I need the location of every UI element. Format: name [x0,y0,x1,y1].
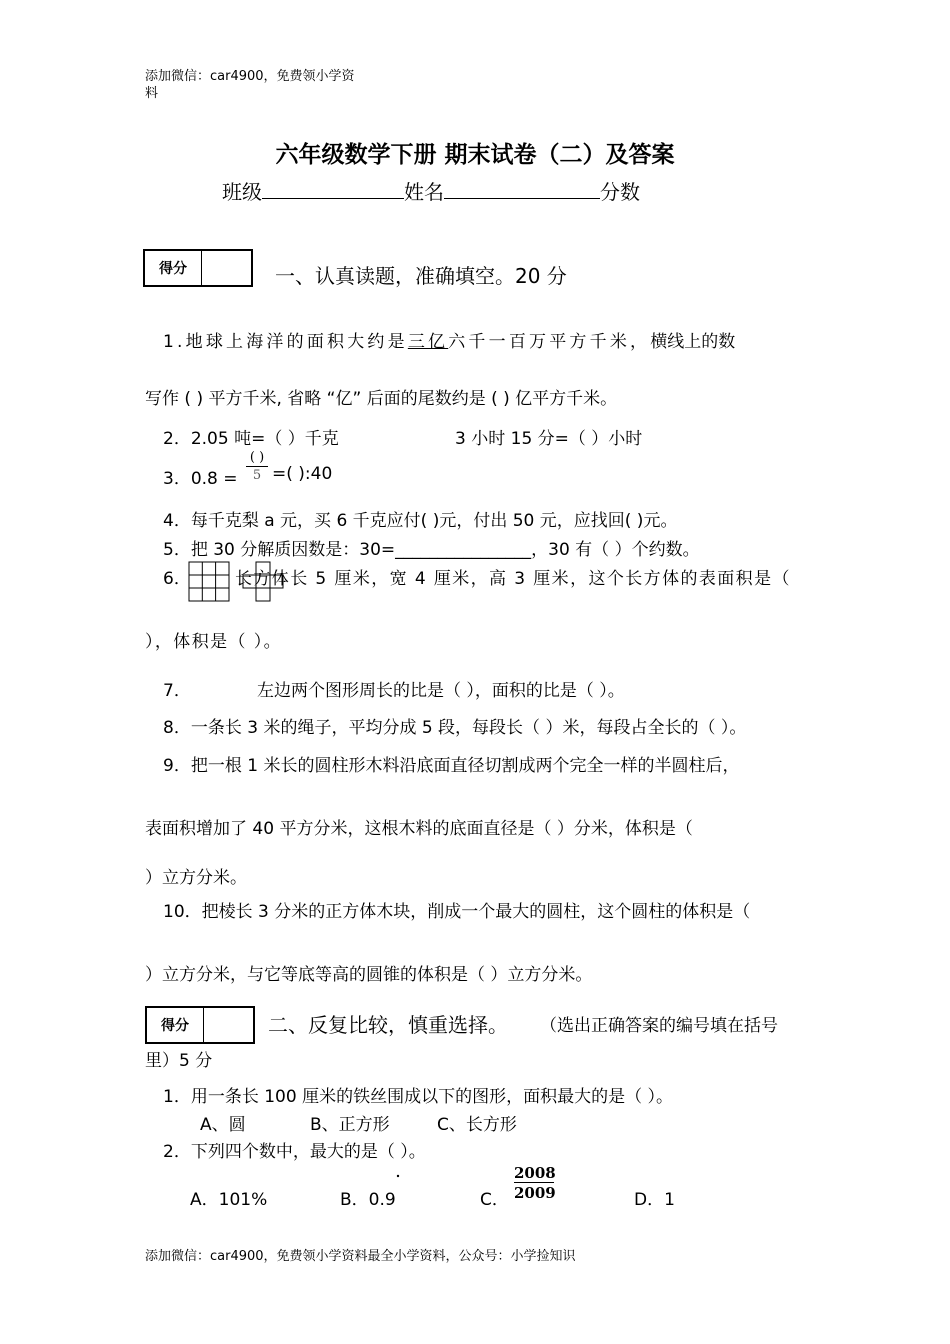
q1-line2: 写作 ( ) 平方千米, 省略 “亿” 后面的尾数约是 ( ) 亿平方千米。 [145,389,618,409]
section2-score-field[interactable] [204,1008,253,1042]
q6-line2: ），体积是（ ）。 [145,632,283,652]
s2-q2-option-a: A．101% [190,1190,268,1210]
s2-q1-option-c: C、长方形 [437,1115,517,1135]
q6-number: 6． [163,569,191,589]
q3-post: =( ):40 [272,464,333,484]
name-blank[interactable] [444,178,600,199]
q3-pre: 3．0.8 = [163,469,238,489]
s2-q1-option-b: B、正方形 [310,1115,390,1135]
q9-line1: 9．把一根 1 米长的圆柱形木料沿底面直径切割成两个完全一样的半圆柱后， [163,756,740,776]
s2-q1-option-a: A、圆 [200,1115,246,1135]
s2-q2-option-c: C． [480,1190,509,1210]
q10-line2: ）立方分米，与它等底等高的圆锥的体积是（ ）立方分米。 [145,965,593,985]
q3-frac-num: ( ) [249,450,265,465]
q9-line3: ）立方分米。 [145,868,247,888]
header-line-1: 添加微信：car4900，免费领小学资 [145,69,355,84]
q6-text: 长方体长 5 厘米，宽 4 厘米，高 3 厘米，这个长方体的表面积是（ [235,569,791,589]
q8-text: 8．一条长 3 米的绳子，平均分成 5 段，每段长（ ）米，每段占全长的（ ）。 [163,718,747,738]
q3-fraction [246,450,268,485]
score-label: 分数 [600,180,640,204]
q2-part2: 3 小时 15 分=（ ）小时 [455,429,643,449]
s2-q2-option-d: D．1 [634,1190,675,1210]
page-title: 六年级数学下册 期末试卷（二）及答案 [275,142,675,168]
section1-score-field[interactable] [202,251,251,285]
header-line-2: 料 [145,86,159,101]
footer-text: 添加微信：car4900，免费领小学资料最全小学资料，公众号：小学捡知识 [145,1249,576,1264]
q1-underlined: 三亿 [407,332,449,352]
section2-heading-line2: 里）5 分 [145,1051,213,1071]
class-label: 班级 [222,180,262,204]
q7-text: 左边两个图形周长的比是（ ），面积的比是（ ）。 [257,681,625,701]
q1-post: 横线上的数 [650,332,736,352]
section2-heading: 二、反复比较，慎重选择。 [268,1013,508,1037]
class-blank[interactable] [262,178,404,199]
s2-q1-text: 1．用一条长 100 厘米的铁丝围成以下的图形，面积最大的是（ ）。 [163,1087,673,1107]
q5-text: 5．把 30 分解质因数是：30=________________，30 有（ ）个约数。 [163,540,700,560]
q1-mid: 六千一百万平方千米， [448,332,651,352]
section2-score-label: 得分 [147,1008,204,1042]
info-line [222,176,640,205]
section1-score-box [143,249,253,287]
s2-q2-text: 2．下列四个数中，最大的是（ ）。 [163,1142,426,1162]
q1-line1 [163,327,735,352]
repeating-dot-icon [395,1164,401,1170]
q1-pre: 地球上海洋的面积大约是 [185,332,408,352]
section2-heading-note: （选出正确答案的编号填在括号 [540,1016,778,1036]
q2-part1: 2．2.05 吨=（ ）千克 [163,429,339,449]
s2-q2-option-b: B．0.9 [340,1190,396,1210]
s2-q2-frac-num: 2008 [514,1164,556,1182]
q7-number: 7． [163,681,191,701]
q4-text: 4．每千克梨 a 元，买 6 千克应付( )元，付出 50 元，应找回( )元。 [163,511,678,531]
section1-heading: 一、认真读题，准确填空。20 分 [275,264,567,288]
q10-line1: 10．把棱长 3 分米的正方体木块，削成一个最大的圆柱，这个圆柱的体积是（ [163,902,751,922]
s2-q2-fraction [514,1164,554,1203]
q1-number: 1. [163,332,186,352]
name-label: 姓名 [404,180,444,204]
q9-line2: 表面积增加了 40 平方分米，这根木料的底面直径是（ ）分米，体积是（ [145,819,693,839]
s2-q2-frac-den: 2009 [514,1184,556,1202]
section2-score-box [145,1006,255,1044]
q3-frac-den: 5 [252,468,262,483]
section1-score-label: 得分 [145,251,202,285]
